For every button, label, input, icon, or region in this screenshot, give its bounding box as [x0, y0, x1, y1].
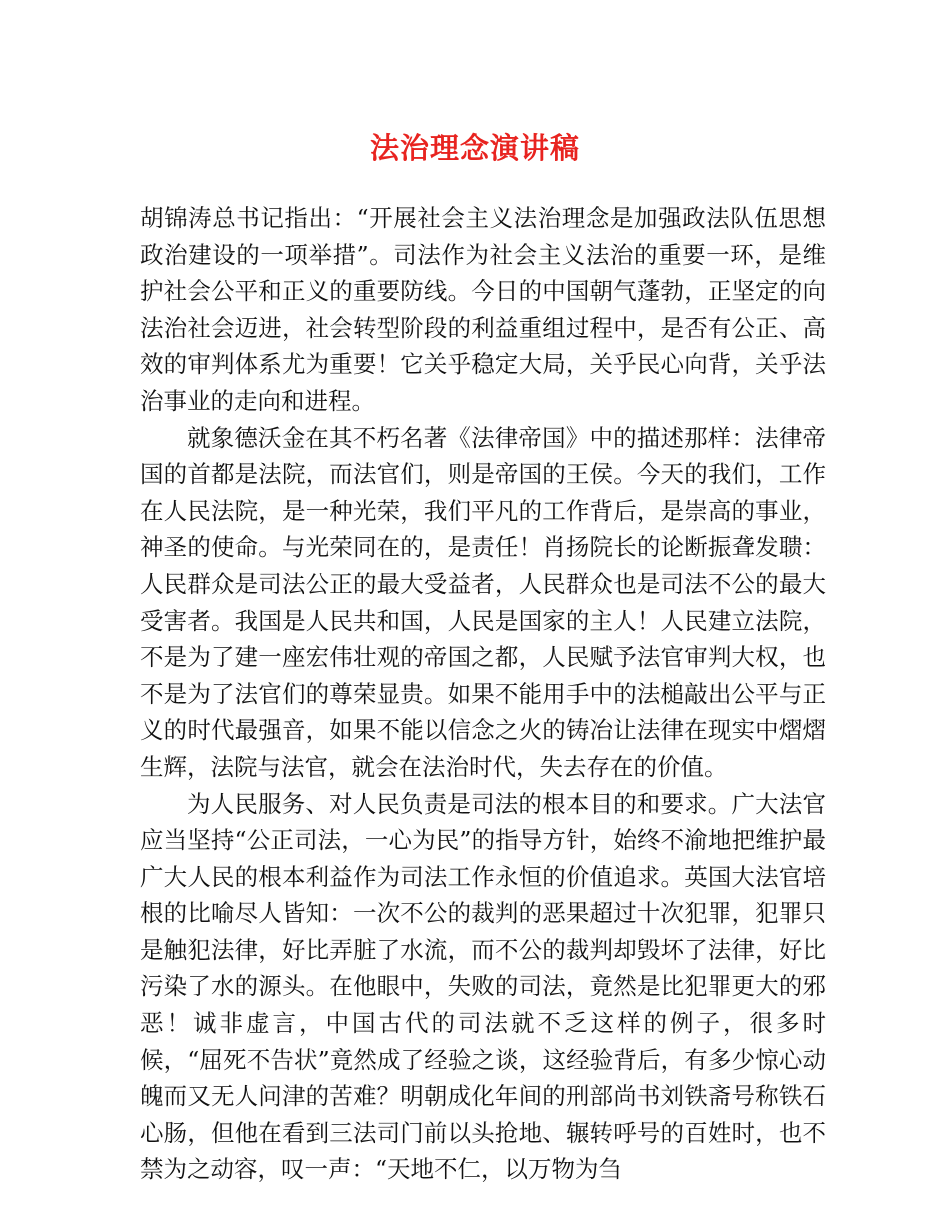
paragraph-1: 胡锦涛总书记指出：“开展社会主义法治理念是加强政法队伍思想政治建设的一项举措”。司法作为社会主义法治的重要一环，是维护社会公平和正义的重要防线。今日的中国朝气蓬勃，正坚定的向法治社会迈进，社会转型阶段的利益重组过程中，是否有公正、高效的审判体系尤为重要！它关乎稳定大局，关乎民心向背，关乎法治事业的走向和进程。 [140, 204, 826, 415]
document-title: 法治理念演讲稿 [369, 131, 580, 165]
document-body [140, 200, 826, 1188]
paragraph-2: 就象德沃金在其不朽名著《法律帝国》中的描述那样：法律帝国的首都是法院，而法官们，则是帝国的王侯。今天的我们，工作在人民法院，是一种光荣，我们平凡的工作背后，是崇高的事业，神圣的使命。与光荣同在的，是责任！肖扬院长的论断振聋发聩：人民群众是司法公正的最大受益者，人民群众也是司法不公的最大受害者。我国是人民共和国，人民是国家的主人！人民建立法院，不是为了建一座宏伟壮观的帝国之都，人民赋予法官审判大权，也不是为了法官们的尊荣显贵。如果不能用手中的法槌敲出公平与正义的时代最强音，如果不能以信念之火的铸冶让法律在现实中熠熠生辉，法院与法官，就会在法治时代，失去存在的价值。 [140, 423, 826, 781]
paragraph-3: 为人民服务、对人民负责是司法的根本目的和要求。广大法官应当坚持“公正司法，一心为民”的指导方针，始终不渝地把维护最广大人民的根本利益作为司法工作永恒的价值追求。英国大法官培根的比喻尽人皆知：一次不公的裁判的恶果超过十次犯罪，犯罪只是触犯法律，好比弄脏了水流，而不公的裁判却毁坏了法律，好比污染了水的源头。在他眼中，失败的司法，竟然是比犯罪更大的邪恶！诚非虚言，中国古代的司法就不乏这样的例子，很多时候，“屈死不告状”竟然成了经验之谈，这经验背后，有多少惊心动魄而又无人问津的苦难？明朝成化年间的刑部尚书刘铁斋号称铁石心肠，但他在看到三法司门前以头抢地、辗转呼号的百姓时，也不禁为之动容，叹一声：“天地不仁，以万物为刍 [140, 789, 826, 1184]
